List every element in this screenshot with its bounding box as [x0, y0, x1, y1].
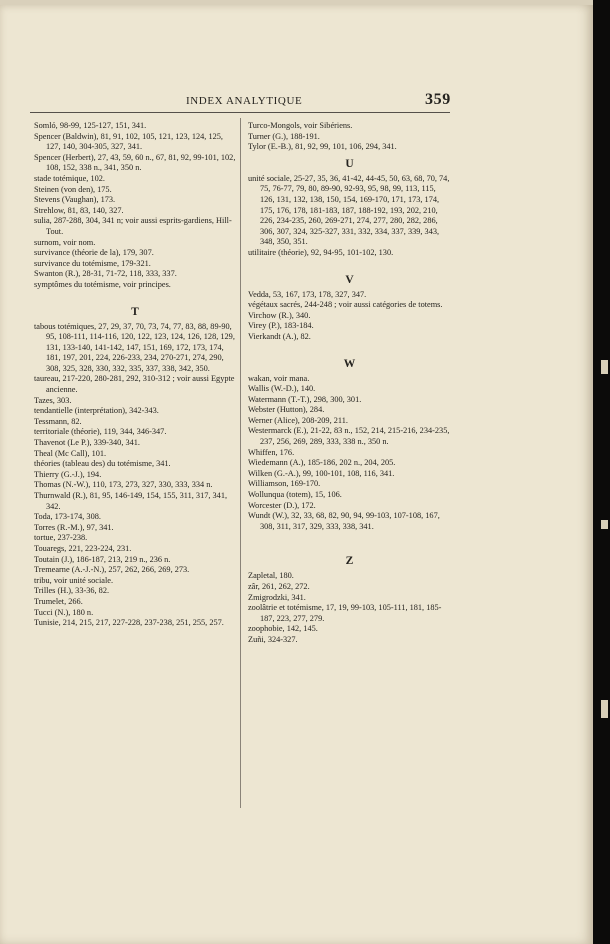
s-entries — [34, 121, 236, 291]
index-entry: Wundt (W.), 32, 33, 68, 82, 90, 94, 99-103, 107-108, 167, 308, 311, 317, 329, 333, 338, 341. — [248, 511, 440, 531]
index-entry: stade totémique, 102. — [34, 173, 105, 183]
v-entries — [248, 290, 451, 343]
index-entry: symptômes du totémisme, voir principes. — [34, 279, 171, 289]
index-entry: tabous totémiques, 27, 29, 37, 70, 73, 74, 77, 83, 88, 89-90, 95, 108-111, 114-116, 120, 122, 123, 124, 126, 128, 129, 131, 133-140, 141-142, 147, 151, 169, 172, 173, 174, 181, 197, 201, 224, 226-233, 234, 270-271, 274, 290, 308, 325, 328, 330, 332, 335, 337, 338, 342, 350. — [34, 321, 235, 373]
index-entry: Thomas (N.-W.), 110, 173, 273, 327, 330, 333, 334 n. — [34, 480, 213, 490]
index-entry: tribu, voir unité sociale. — [34, 575, 114, 585]
page-number: 359 — [425, 91, 451, 108]
index-entry: Wallis (W.-D.), 140. — [248, 384, 316, 394]
index-entry: théories (tableau des) du totémisme, 341. — [34, 459, 171, 469]
index-entry: Zapletal, 180. — [248, 571, 294, 581]
right-column — [248, 121, 451, 646]
index-entry: unité sociale, 25-27, 35, 36, 41-42, 44-45, 50, 63, 68, 70, 74, 75, 76-77, 79, 80, 89-90, 92-93, 95, 98, 99, 113, 115, 126, 131, 132, 138, 150, 154, 169-170, 171, 173, 174, 175, 176, 178, 181-183, 187, 188-192, 193, 202, 210, 226, 234-235, 260, 269-271, 274, 277, 280, 282, 286, 306, 307, 324, 325-327, 331, 332, 334, 337, 339, 343, 348, 350, 351. — [248, 173, 450, 247]
index-entry: Spencer (Herbert), 27, 43, 59, 60 n., 67, 81, 92, 99-101, 102, 108, 152, 338 n., 341, 350 n. — [34, 152, 236, 173]
index-entry: Webster (Hutton), 284. — [248, 405, 325, 415]
index-entry: Worcester (D.), 172. — [248, 500, 316, 510]
left-column — [34, 121, 236, 629]
index-entry: Touaregs, 221, 223-224, 231. — [34, 543, 132, 553]
w-entries — [248, 374, 451, 533]
index-entry: Wiedemann (A.), 185-186, 202 n., 204, 205. — [248, 458, 396, 468]
index-entry: Steinen (von den), 175. — [34, 184, 112, 194]
index-entry: Williamson, 169-170. — [248, 479, 321, 489]
index-entry: Tylor (E.-B.), 81, 92, 99, 101, 106, 294, 341. — [248, 142, 397, 152]
index-entry: surnom, voir nom. — [34, 237, 96, 247]
index-entry: tendantielle (interprétation), 342-343. — [34, 406, 159, 416]
index-entry: Watermann (T.-T.), 298, 300, 301. — [248, 394, 362, 404]
index-entry: sulia, 287-288, 304, 341 n; voir aussi esprits-gardiens, Hill-Tout. — [34, 216, 232, 236]
index-entry: tortue, 237-238. — [34, 533, 88, 543]
index-entry: survivance (théorie de la), 179, 307. — [34, 248, 154, 258]
z-entries — [248, 571, 451, 645]
index-entry: Toda, 173-174, 308. — [34, 512, 101, 522]
index-entry: Tucci (N.), 180 n. — [34, 607, 94, 617]
index-entry: Thurnwald (R.), 81, 95, 146-149, 154, 155, 311, 317, 341, 342. — [34, 491, 228, 511]
header-rule — [30, 112, 450, 113]
index-entry: Turner (G.), 188-191. — [248, 131, 320, 141]
index-entry: zâr, 261, 262, 272. — [248, 582, 310, 591]
binding-tear — [601, 360, 608, 374]
letter-heading-z: Z — [345, 555, 354, 568]
column-divider — [240, 118, 241, 808]
index-entry: Tremearne (A.-J.-N.), 257, 262, 266, 269, 273. — [34, 565, 190, 575]
index-entry: Zuñi, 324-327. — [248, 634, 298, 644]
index-entry: Zmigrodzki, 341. — [248, 592, 306, 602]
index-entry: Tazes, 303. — [34, 395, 72, 405]
letter-heading-t: T — [131, 305, 139, 318]
binding-tear — [601, 700, 608, 718]
index-entry: wakan, voir mana. — [248, 373, 310, 383]
index-entry: Turco-Mongols, voir Sibériens. — [248, 121, 353, 130]
index-entry: zoolâtrie et totémisme, 17, 19, 99-103, 105-111, 181, 185-187, 223, 277, 279. — [248, 603, 442, 623]
letter-heading-u: U — [345, 157, 354, 170]
index-entry: Toutain (J.), 186-187, 213, 219 n., 236 n. — [34, 554, 171, 564]
index-entry: Stevens (Vaughan), 173. — [34, 195, 116, 205]
index-entry: Torres (R.-M.), 97, 341. — [34, 522, 114, 532]
index-entry: Vedda, 53, 167, 173, 178, 327, 347. — [248, 289, 367, 299]
index-entry: survivance du totémisme, 179-321. — [34, 258, 151, 268]
index-entry: Wilken (G.-A.), 99, 100-101, 108, 116, 341. — [248, 468, 395, 478]
index-entry: Virey (P.), 183-184. — [248, 321, 314, 331]
index-entry: Trilles (H.), 33-36, 82. — [34, 586, 110, 596]
index-entry: Trumelet, 266. — [34, 596, 83, 606]
book-binding — [593, 0, 610, 944]
index-entry: Whiffen, 176. — [248, 447, 295, 457]
index-entry: Virchow (R.), 340. — [248, 310, 311, 320]
index-entry: Thierry (G.-J.), 194. — [34, 469, 102, 479]
index-entry: Somló, 98-99, 125-127, 151, 341. — [34, 121, 147, 130]
index-entry: Vierkandt (A.), 82. — [248, 331, 311, 341]
index-entry: Tessmann, 82. — [34, 416, 82, 426]
index-entry: zoophobie, 142, 145. — [248, 624, 318, 634]
index-entry: Swanton (R.), 28-31, 71-72, 118, 333, 337. — [34, 269, 177, 279]
index-entry: Strehlow, 81, 83, 140, 327. — [34, 205, 124, 215]
letter-heading-v: V — [345, 273, 354, 286]
index-entry: Theal (Mc Call), 101. — [34, 448, 107, 458]
index-entry: Werner (Alice), 208-209, 211. — [248, 415, 348, 425]
index-entry: Thavenot (Le P.), 339-340, 341. — [34, 438, 140, 448]
index-entry: végétaux sacrés, 244-248 ; voir aussi catégories de totems. — [248, 300, 443, 310]
index-entry: utilitaire (théorie), 92, 94-95, 101-102, 130. — [248, 247, 394, 257]
index-entry: territoriale (théorie), 119, 344, 346-347. — [34, 427, 167, 437]
t-entries — [34, 322, 236, 629]
u-entries — [248, 174, 451, 259]
index-entry: taureau, 217-220, 280-281, 292, 310-312 ; voir aussi Egypte ancienne. — [34, 374, 235, 395]
index-entry: Wollunqua (totem), 15, 106. — [248, 490, 342, 500]
index-entry: Spencer (Baldwin), 81, 91, 102, 105, 121, 123, 124, 125, 127, 140, 304-305, 327, 341. — [34, 131, 223, 152]
page-top-edge — [0, 0, 593, 5]
index-entry: Westermarck (E.), 21-22, 83 n., 152, 214, 215-216, 234-235, 237, 256, 269, 289, 333, 338 n., 350 n. — [248, 426, 450, 447]
index-entry: Tunisie, 214, 215, 217, 227-228, 237-238, 251, 255, 257. — [34, 618, 224, 628]
header-title: INDEX ANALYTIQUE — [186, 95, 303, 107]
letter-heading-w: W — [343, 357, 356, 370]
t-entries-continued — [248, 121, 451, 153]
binding-tear — [601, 520, 608, 529]
